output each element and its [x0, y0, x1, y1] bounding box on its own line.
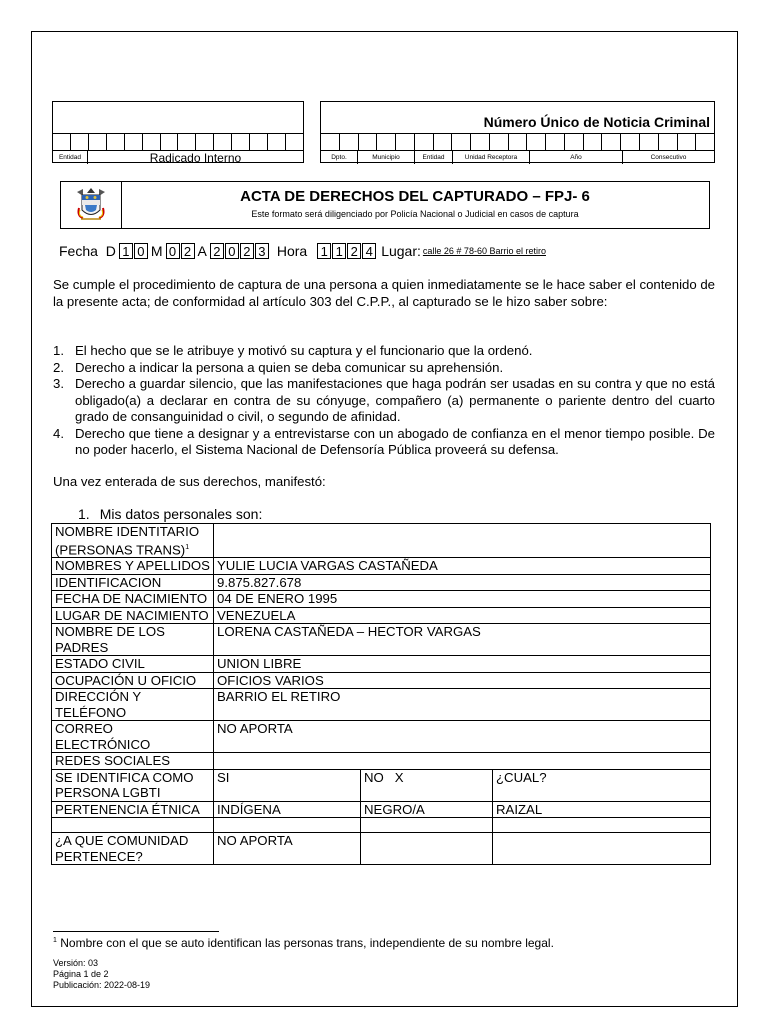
unidad-receptora-label: Unidad Receptora: [453, 151, 530, 164]
fecha-label: Fecha: [59, 243, 98, 259]
row-label: NOMBRES Y APELLIDOS: [52, 558, 214, 575]
row-value: NO APORTA: [214, 833, 361, 865]
noticia-criminal-title: Número Único de Noticia Criminal: [483, 114, 710, 130]
table-row: [52, 769, 711, 801]
mes-digit: 2: [181, 243, 195, 259]
dia-digit: 0: [134, 243, 148, 259]
acta-header: [60, 181, 710, 229]
row-label: NOMBRE DE LOS PADRES: [52, 624, 214, 656]
empty-cell: [361, 833, 493, 865]
mes-label: M: [150, 243, 163, 259]
dia-label: D: [105, 243, 116, 259]
rights-item: 3. Derecho a guardar silencio, que las manifestaciones que haga podrán ser usadas en su contra y que no está obligado(a) a declarar en contra de su cónyuge, compañero (a) permanente o pariente dentro del cuarto grado de consanguinidad o civil, o segundo de afinidad.: [53, 376, 715, 424]
ano-digit: 2: [240, 243, 254, 259]
table-row: [52, 801, 711, 818]
row-label: DIRECCIÓN Y TELÉFONO: [52, 689, 214, 721]
entidad-label-right: Entidad: [415, 151, 453, 164]
personal-data-table: [51, 523, 711, 865]
row-value: 9.875.827.678: [214, 574, 711, 591]
consecutivo-label: Consecutivo: [650, 154, 687, 161]
row-label: LUGAR DE NACIMIENTO: [52, 607, 214, 624]
row-value: UNION LIBRE: [214, 656, 711, 673]
row-value: BARRIO EL RETIRO: [214, 689, 711, 721]
empty-cell: [361, 818, 493, 833]
row-label: IDENTIFICACION: [52, 574, 214, 591]
ano-digit: 3: [255, 243, 269, 259]
lgbti-cual: ¿CUAL?: [493, 769, 711, 801]
version-line: Versión: 03: [53, 958, 99, 968]
row-value: LORENA CASTAÑEDA – HECTOR VARGAS: [214, 624, 711, 656]
ano-digit: 0: [225, 243, 239, 259]
etnica-option: INDÍGENA: [214, 801, 361, 818]
radicado-interno-label: Radicado Interno: [149, 151, 242, 164]
fecha-line: [59, 242, 546, 260]
hora-digit: 1: [317, 243, 331, 259]
row-label: NOMBRE IDENTITARIO (PERSONAS TRANS)$^1$: [52, 524, 214, 558]
rights-item: 4. Derecho que tiene a designar y a entrevistarse con un abogado de confianza en el menor tiempo posible. De no poder hacerlo, el Sistema Nacional de Defensoría Pública proveerá su defensa.: [53, 425, 715, 457]
radicado-cells: [53, 133, 303, 151]
row-label: OCUPACIÓN U OFICIO: [52, 672, 214, 689]
row-value: VENEZUELA: [214, 607, 711, 624]
footnote-separator: [53, 931, 219, 932]
table-row: [52, 818, 711, 833]
table-row: [52, 558, 711, 575]
page-number: Página 1 de 2: [53, 969, 109, 979]
radicado-labels: [53, 150, 303, 164]
lgbti-si: SI: [214, 769, 361, 801]
acta-subtitle: Este formato será diligenciado por Policía Nacional o Judicial en casos de captura: [251, 209, 579, 219]
section-heading: 1. Mis datos personales son:: [78, 506, 263, 522]
footnote: $^1$ Nombre con el que se auto identifican las personas trans, independiente de su nombre legal.: [53, 936, 554, 950]
ano-digit: 2: [210, 243, 224, 259]
row-label: ¿A QUE COMUNIDAD PERTENECE?: [52, 833, 214, 865]
colombia-coat-of-arms-logo: [61, 182, 122, 228]
table-row: [52, 721, 711, 753]
row-label: SE IDENTIFICA COMO PERSONA LGBTI: [52, 769, 214, 801]
publication-date: Publicación: 2022-08-19: [53, 980, 151, 990]
lugar-label: Lugar:: [381, 243, 421, 259]
intro-paragraph: Se cumple el procedimiento de captura de una persona a quien inmediatamente se le hace saber el contenido de la presente acta; de conformidad al artículo 303 del C.P.P., al capturado se le hizo saber sobre:: [53, 277, 716, 309]
empty-cell: [493, 818, 711, 833]
row-label: PERTENENCIA ÉTNICA: [52, 801, 214, 818]
table-row: [52, 624, 711, 656]
table-row: [52, 574, 711, 591]
acta-title: ACTA DE DERECHOS DEL CAPTURADO – FPJ- 6: [240, 188, 590, 205]
table-row: [52, 656, 711, 673]
row-label: REDES SOCIALES: [52, 753, 214, 770]
hora-digit: 4: [362, 243, 376, 259]
table-row: [52, 672, 711, 689]
row-label: ESTADO CIVIL: [52, 656, 214, 673]
noticia-criminal-box: [320, 101, 715, 163]
row-value: NO APORTA: [214, 721, 711, 753]
dia-digit: 1: [119, 243, 133, 259]
ano-label-fecha: A: [197, 243, 207, 259]
noticia-labels: [321, 150, 714, 164]
row-value: OFICIOS VARIOS: [214, 672, 711, 689]
row-label: FECHA DE NACIMIENTO: [52, 591, 214, 608]
hora-digit: 2: [347, 243, 361, 259]
entidad-label: Entidad: [53, 151, 88, 164]
rights-item: 1. El hecho que se le atribuye y motivó su captura y el funcionario que la ordenó.: [53, 343, 533, 358]
table-row: [52, 833, 711, 865]
empty-cell: [493, 833, 711, 865]
etnica-option: RAIZAL: [493, 801, 711, 818]
lgbti-no: NO X: [361, 769, 493, 801]
municipio-label: Municipio: [358, 151, 415, 164]
mes-digit: 0: [166, 243, 180, 259]
table-row: [52, 591, 711, 608]
table-row: [52, 689, 711, 721]
rights-list: [53, 343, 715, 459]
table-row: [52, 524, 711, 558]
hora-label: Hora: [276, 243, 308, 259]
row-value: 04 DE ENERO 1995: [214, 591, 711, 608]
row-value: YULIE LUCIA VARGAS CASTAÑEDA: [214, 558, 711, 575]
table-row: [52, 607, 711, 624]
hora-digit: 1: [332, 243, 346, 259]
etnica-option: NEGRO/A: [361, 801, 493, 818]
version-info: [53, 958, 150, 991]
dpto-label: Dpto.: [321, 151, 358, 164]
table-row: [52, 753, 711, 770]
noticia-cells: [321, 133, 714, 151]
lugar-value: calle 26 # 78-60 Barrio el retiro: [422, 246, 546, 256]
row-value: [214, 524, 711, 558]
row-value: [214, 753, 711, 770]
row-label: CORREO ELECTRÓNICO: [52, 721, 214, 753]
enterada-text: Una vez enterada de sus derechos, manifestó:: [53, 474, 326, 489]
rights-item: 2. Derecho a indicar la persona a quien se deba comunicar su aprehensión.: [53, 359, 504, 375]
ano-label: Año: [530, 151, 623, 164]
radicado-interno-box: [52, 101, 304, 163]
row-label: [52, 818, 214, 833]
empty-cell: [214, 818, 361, 833]
